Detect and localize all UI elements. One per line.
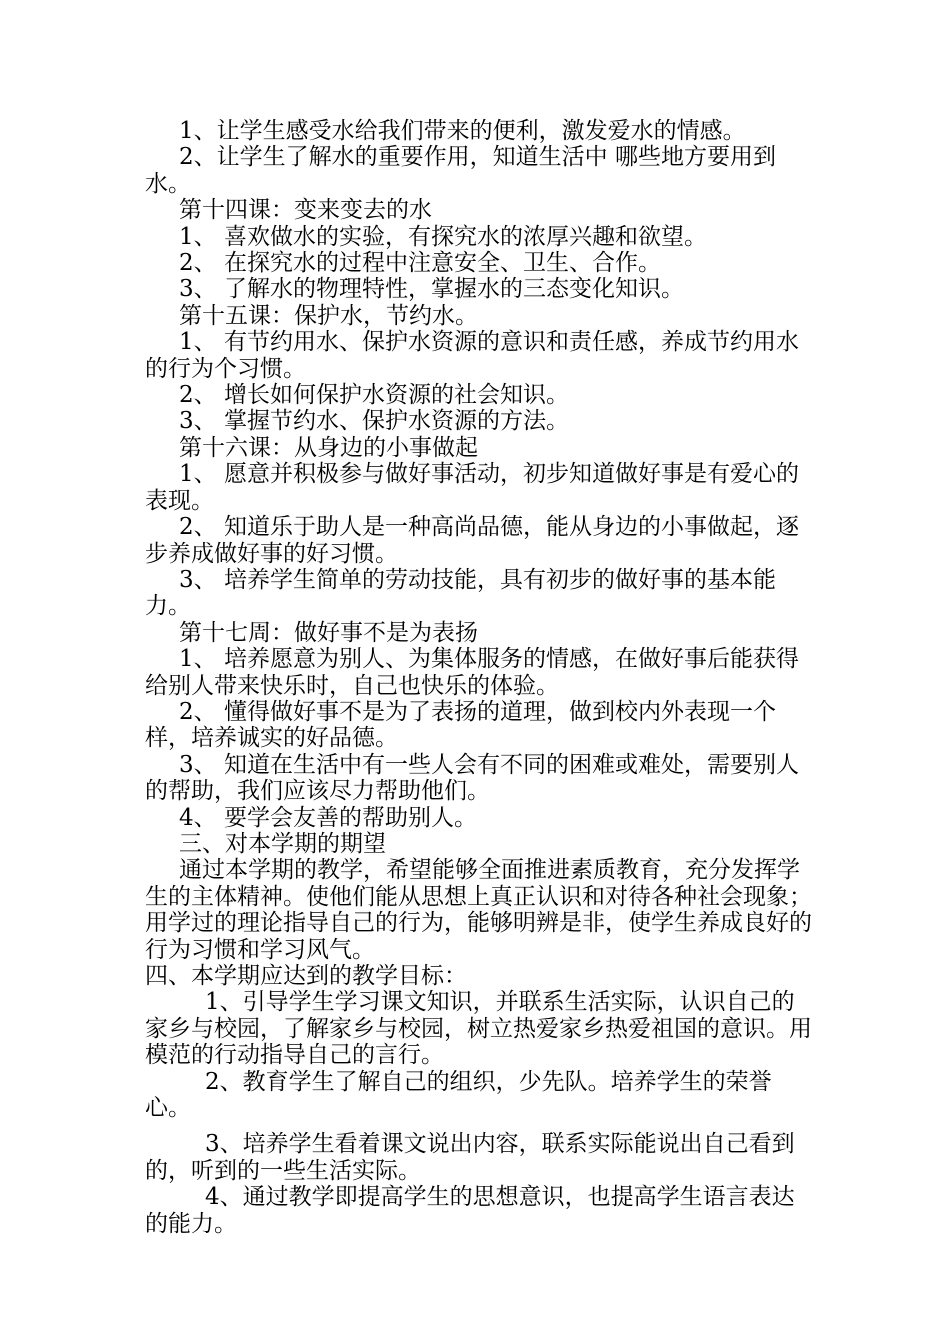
paragraph: 2、教育学生了解自己的组织，少先队。培养学生的荣誉心。: [145, 1068, 772, 1122]
paragraph: 2、 知道乐于助人是一种高尚品德，能从身边的小事做起，逐步养成做好事的好习惯。: [145, 514, 799, 567]
paragraph: 三、对本学期的期望: [179, 830, 386, 857]
paragraph: 4、 要学会友善的帮助别人。: [179, 804, 477, 831]
paragraph: 2、让学生了解水的重要作用，知道生活中 哪些地方要用到水。: [145, 144, 776, 197]
document-page: [145, 118, 815, 1237]
paragraph: 3、培养学生看着课文说出内容，联系实际能说出自己看到的，听到的一些生活实际。: [145, 1131, 795, 1184]
paragraph: 第十六课：从身边的小事做起: [179, 434, 478, 461]
paragraph: 3、 了解水的物理特性，掌握水的三态变化知识。: [179, 276, 684, 303]
paragraph: 四、本学期应达到的教学目标：: [145, 963, 467, 989]
paragraph: 3、 知道在生活中有一些人会有不同的困难或难处，需要别人的帮助，我们应该尽力帮助他们。: [145, 751, 799, 805]
paragraph: 2、 懂得做好事不是为了表扬的道理，做到校内外表现一个样，培养诚实的好品德。: [145, 698, 776, 752]
paragraph: 1、 喜欢做水的实验，有探究水的浓厚兴趣和欲望。: [179, 223, 707, 250]
paragraph: 1、引导学生学习课文知识，并联系生活实际，认识自己的家乡与校园，了解家乡与校园，树立热爱家乡热爱祖国的意识。用模范的行动指导自己的言行。: [145, 989, 812, 1069]
paragraph: 2、 在探究水的过程中注意安全、卫生、合作。: [179, 250, 661, 277]
paragraph: 第十七周：做好事不是为表扬: [179, 619, 478, 646]
paragraph: 2、 增长如何保护水资源的社会知识。: [179, 382, 569, 409]
paragraph: 第十四课：变来变去的水: [179, 197, 432, 224]
paragraph: 第十五课：保护水，节约水。: [179, 302, 478, 329]
paragraph: 3、 掌握节约水、保护水资源的方法。: [179, 408, 569, 435]
paragraph: 1、 培养愿意为别人、为集体服务的情感，在做好事后能获得给别人带来快乐时，自己也快乐的体验。: [145, 646, 799, 699]
paragraph: 3、 培养学生简单的劳动技能，具有初步的做好事的基本能力。: [145, 566, 776, 620]
paragraph: 1、 有节约用水、保护水资源的意识和责任感，养成节约用水的行为个习惯。: [145, 329, 799, 382]
paragraph: 1、让学生感受水给我们带来的便利，激发爱水的情感。: [179, 118, 746, 144]
paragraph: 通过本学期的教学，希望能够全面推进素质教育，充分发挥学生的主体精神。使他们能从思想上真正认识和对待各种社会现象；用学过的理论指导自己的行为，能够明辨是非，使学生养成良好的行为习惯和学习风气。: [145, 857, 812, 963]
paragraph: 1、 愿意并积极参与做好事活动，初步知道做好事是有爱心的表现。: [145, 461, 799, 514]
paragraph: 4、通过教学即提高学生的思想意识，也提高学生语言表达的能力。: [145, 1184, 795, 1237]
